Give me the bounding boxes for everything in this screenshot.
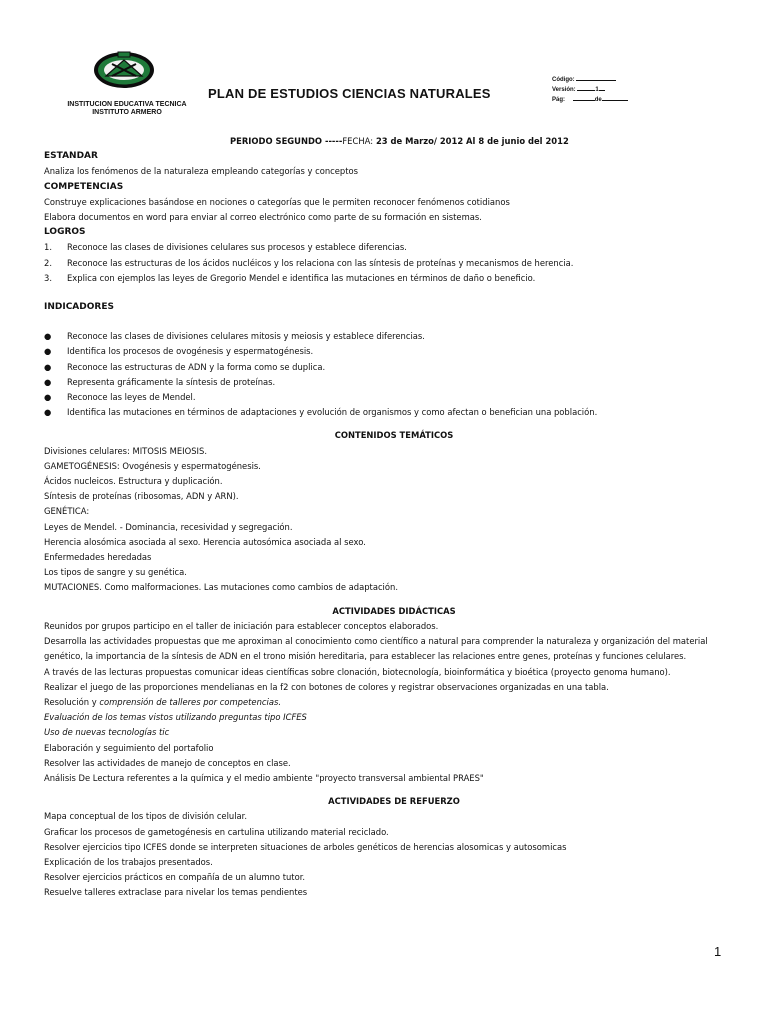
school-name [40,101,214,117]
indicador-text: Identifica las mutaciones en términos de adaptaciones y evolución de organismos y como afectan o benefician una población. [67,407,598,418]
bullet-icon: ● [44,376,52,387]
school-logo-icon [92,50,156,90]
indicador-item [44,360,744,375]
logros-list [44,240,744,286]
version-label: Versión: [552,87,576,93]
version-row [552,84,628,94]
competencia-item: Elabora documentos en word para enviar al correo electrónico como parte de su formación en sistemas. [44,212,482,223]
logro-text: Reconoce las estructuras de los ácidos nucléicos y los relaciona con las síntesis de proteínas y mecanismos de herencia. [67,257,574,268]
logro-item [44,271,744,286]
logro-item [44,240,744,255]
contenido-item: Enfermedades heredadas [44,552,152,563]
actividad-text: Análisis De Lectura referentes a la química y el medio ambiente "proyecto transversal ambiental PRAES" [44,772,484,783]
refuerzo-item: Mapa conceptual de los tipos de división celular. [44,811,248,822]
actividad-text-italic: comprensión de talleres por competencias. [99,696,281,707]
fecha-label: FECHA: [342,136,374,146]
competencias-list [44,195,744,225]
refuerzo-item: Graficar los procesos de gametogénesis en cartulina utilizando material reciclado. [44,826,389,837]
logros-heading: LOGROS [44,227,86,238]
bullet-icon: ● [44,407,52,418]
indicador-item [44,375,744,390]
logro-number: 1. [44,242,52,253]
bullet-icon: ● [44,346,52,357]
actividad-text: Resolución y [44,696,100,707]
document-body [44,134,744,901]
period-line [230,134,744,149]
fecha-value: 23 de Marzo/ 2012 Al 8 de junio del 2012 [375,136,569,146]
logro-number: 3. [44,272,52,283]
version-line [577,84,595,91]
contenido-item: Síntesis de proteínas (ribosomas, ADN y ARN). [44,491,239,502]
indicadores-heading: INDICADORES [44,302,114,313]
actividad-text: Elaboración y seguimiento del portafolio [44,742,214,753]
indicador-item [44,329,744,344]
version-line-end [599,84,605,91]
refuerzo-item: Resolver ejercicios tipo ICFES donde se interpreten situaciones de arboles genéticos de herencias alosomicas y autosomicas [44,841,567,852]
actividad-item [44,741,744,756]
page-number: 1 [714,944,722,959]
pag-line [573,94,595,101]
version-value: 1 [595,87,599,93]
refuerzo-list [44,809,744,900]
competencias-heading: COMPETENCIAS [44,181,124,192]
actividad-item [44,634,744,664]
period-dashes: ----- [324,136,343,146]
actividades-heading: ACTIVIDADES DIDÁCTICAS [332,605,456,616]
actividades-list [44,619,744,786]
pag-de: de [594,97,602,103]
indicador-text: Reconoce las clases de divisiones celulares mitosis y meiosis y establece diferencias. [67,331,425,342]
contenidos-heading: CONTENIDOS TEMÁTICOS [334,430,454,441]
indicadores-list [44,329,744,420]
actividad-item [44,680,744,695]
document-meta [552,74,628,104]
document-title: PLAN DE ESTUDIOS CIENCIAS NATURALES [208,86,491,101]
contenido-item: MUTACIONES. Como malformaciones. Las mutaciones como cambios de adaptación. [44,582,398,593]
estandar-text: Analiza los fenómenos de la naturaleza empleando categorías y conceptos [44,166,359,177]
codigo-line [576,74,616,81]
refuerzo-heading: ACTIVIDADES DE REFUERZO [328,796,460,807]
pag-row [552,94,628,104]
actividad-item [44,619,744,634]
logro-text: Explica con ejemplos las leyes de Gregorio Mendel e identifica las mutaciones en términos de daño o beneficio. [67,272,536,283]
actividad-item [44,710,744,725]
actividad-text: Reunidos por grupos participo en el taller de iniciación para establecer conceptos elaborados. [44,620,439,631]
bullet-icon: ● [44,331,52,342]
contenido-item: Los tipos de sangre y su genética. [44,567,187,578]
actividad-text: Uso de nuevas tecnologías tic [44,727,170,738]
contenido-item: Divisiones celulares: MITOSIS MEIOSIS. [44,445,207,456]
contenido-item: Ácidos nucleicos. Estructura y duplicación. [44,476,223,487]
pag-label: Pág: [552,97,566,103]
actividad-text: A través de las lecturas propuestas comunicar ideas científicas sobre clonación, biotecnología, bioinformática y bioética (proyecto genoma humano). [44,666,671,677]
bullet-icon: ● [44,392,52,403]
actividad-item [44,725,744,740]
indicador-text: Reconoce las estructuras de ADN y la forma como se duplica. [67,361,326,372]
refuerzo-item: Explicación de los trabajos presentados. [44,856,213,867]
estandar-heading: ESTANDAR [44,151,98,162]
logro-item [44,256,744,271]
contenidos-list [44,444,744,596]
period-label: PERIODO SEGUNDO [230,136,323,146]
contenido-item: GAMETOGÉNESIS: Ovogénesis y espermatogénesis. [44,460,261,471]
codigo-row [552,74,628,84]
contenido-item: GENÉTICA: [44,506,90,517]
indicador-item [44,344,744,359]
refuerzo-item: Resolver ejercicios prácticos en compañía de un alumno tutor. [44,872,306,883]
actividad-item [44,756,744,771]
indicador-item [44,405,744,420]
competencia-item: Construye explicaciones basándose en nociones o categorías que le permiten reconocer fenómenos cotidianos [44,196,510,207]
codigo-label: Código: [552,77,575,83]
contenido-item: Herencia alosómica asociada al sexo. Herencia autosómica asociada al sexo. [44,536,366,547]
actividad-text: Evaluación de los temas vistos utilizando preguntas tipo ICFES [44,712,307,723]
indicador-item [44,390,744,405]
actividad-text: Realizar el juego de las proporciones mendelianas en la f2 con botones de colores y registrar observaciones organizadas en una tabla. [44,681,609,692]
logro-text: Reconoce las clases de divisiones celulares sus procesos y establece diferencias. [67,242,407,253]
logro-number: 2. [44,257,52,268]
actividad-item [44,665,744,680]
indicador-text: Reconoce las leyes de Mendel. [67,392,196,403]
actividad-text: Desarrolla las actividades propuestas que me aproximan al conocimiento como científico a natural para comprender la naturaleza y organización del material genético, la importancia de la síntesis de ADN en el trono misión hereditaria, para establecer las relaciones entre genes, proteínas y funciones celulares. [44,636,708,662]
indicador-text: Representa gráficamente la síntesis de proteínas. [67,376,276,387]
actividad-text: Resolver las actividades de manejo de conceptos en clase. [44,757,291,768]
actividad-item [44,695,744,710]
actividad-item [44,771,744,786]
contenido-item: Leyes de Mendel. - Dominancia, recesividad y segregación. [44,521,293,532]
refuerzo-item: Resuelve talleres extraclase para nivelar los temas pendientes [44,887,308,898]
school-name-line2: INSTITUTO ARMERO [92,109,162,116]
indicador-text: Identifica los procesos de ovogénesis y espermatogénesis. [67,346,314,357]
bullet-icon: ● [44,361,52,372]
pag-de-line [602,94,628,101]
school-name-line1: INSTITUCION EDUCATIVA TECNICA [67,101,187,108]
